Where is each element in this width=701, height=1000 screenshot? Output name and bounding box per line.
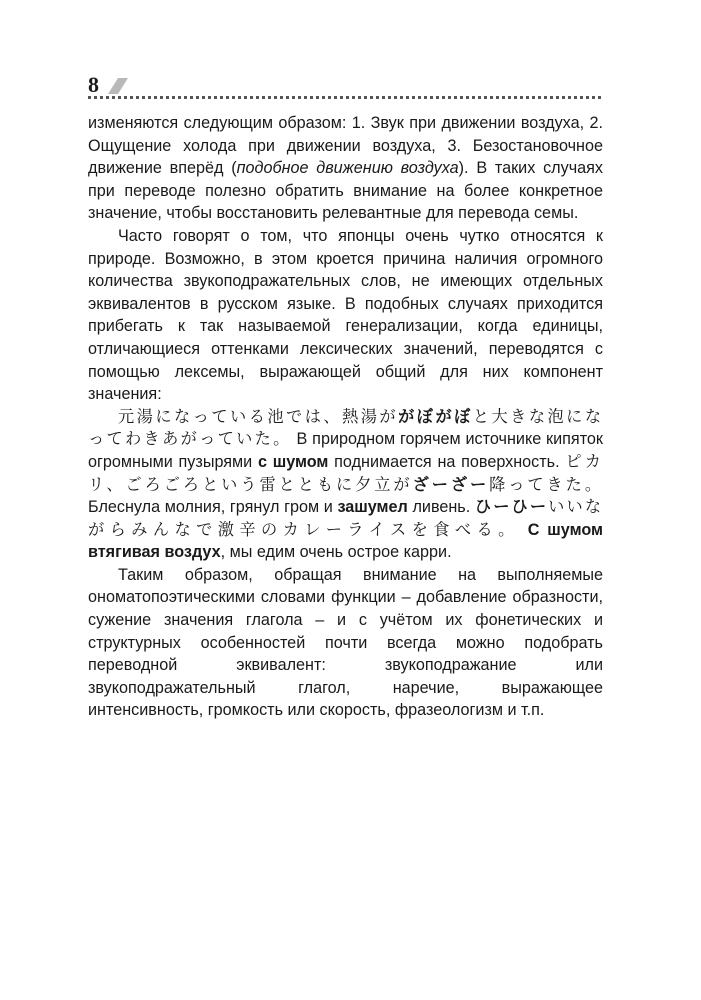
ru-translation-3c: , мы едим очень острое карри.: [220, 543, 452, 562]
paragraph-3-examples: [88, 406, 603, 564]
ru-highlight-1: с шумом: [257, 452, 329, 471]
body-text: [88, 112, 603, 722]
jp-example-3b: いいながらみんなで激辛のカレーライスを食べる。: [88, 498, 604, 539]
jp-onomatopoeia-3: ひーひー: [474, 497, 549, 517]
paragraph-1: [88, 112, 603, 225]
page-number: 8: [88, 72, 99, 97]
ru-translation-3a: [520, 521, 528, 539]
ru-translation-1c: поднимается на поверхность.: [328, 452, 566, 471]
ru-highlight-2: зашумел: [337, 498, 408, 517]
paragraph-2: Часто говорят о том, что японцы очень чутко относятся к природе. Возможно, в этом кроется причина наличия огромного количества звукоподражательных слов, не имеющих отдельных эквивалентов в русском языке. В подобных случаях приходится прибегать к так называемой генерализации, когда единицы, отличающиеся оттенками лексических значений, переводятся с помощью лексемы, выражающей общий для них компонент значения:: [88, 226, 603, 404]
dotted-header-rule: [88, 96, 601, 99]
p1-text-b: ). В таких случаях при переводе полезно обратить внимание на более конкретное значение, чтобы восстановить релевантные для перевода семы.: [88, 159, 604, 223]
ru-translation-2a: Блеснула молния, грянул гром и: [88, 498, 338, 517]
ru-highlight-3: С шумом втягивая воздух: [88, 520, 603, 562]
paragraph-4: Таким образом, обращая внимание на выполняемые ономатопоэтическими словами функции – добавление образности, сужение значения глагола – и с учётом их фонетических и структурных особенностей почти всегда можно подобрать переводной эквивалент: звукоподражание или звукоподражательный глагол, наречие, выражающее интенсивность, громкость или скорость, фразеологизм и т.п.: [88, 565, 603, 720]
p1-text-a: изменяются следующим образом: 1. Звук при движении воздуха, 2. Ощущение холода при движении воздуха, 3. Безостановочное движение вперёд (: [88, 114, 603, 178]
jp-onomatopoeia-1: がぼがぼ: [398, 406, 473, 426]
p1-italic: подобное движению воздуха: [236, 159, 459, 178]
ru-translation-1a: В природном горячем источнике кипяток огромными пузырями: [88, 430, 604, 471]
jp-example-2c: 降ってきた。: [489, 475, 604, 494]
header-decoration: [108, 78, 128, 94]
jp-example-2a: ピカリ、ごろごろという雷とともに夕立が: [88, 452, 603, 494]
jp-onomatopoeia-2: ざーざー: [412, 474, 490, 494]
jp-example-1c: と大きな泡になってわきあがっていた。: [88, 407, 604, 449]
jp-example-1a: 元湯になっている池では、熱湯が: [118, 407, 399, 426]
ru-translation-2c: ливень.: [407, 498, 475, 517]
